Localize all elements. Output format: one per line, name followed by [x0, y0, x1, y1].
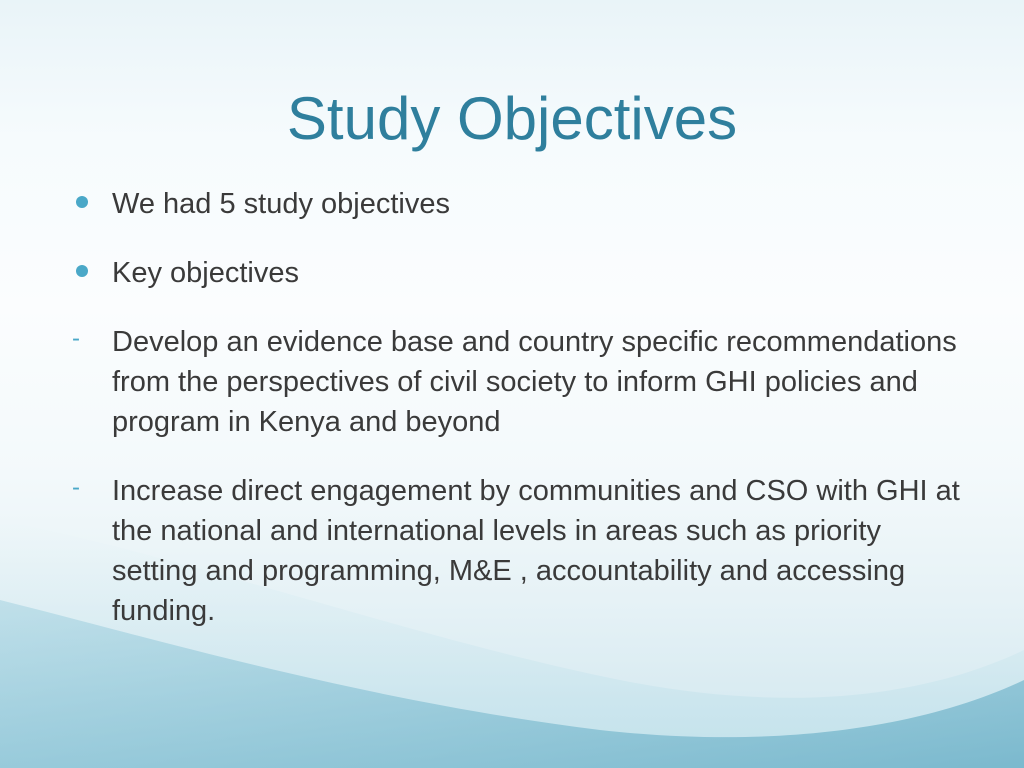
dash-icon: - — [72, 325, 80, 352]
objectives-list — [72, 184, 972, 660]
list-item-text: Increase direct engagement by communities and CSO with GHI at the national and international levels in areas such as priority setting and programming, M&E , accountability and accessing funding. — [112, 475, 960, 627]
slide-title: Study Objectives — [286, 85, 738, 152]
bullet-icon — [76, 265, 88, 277]
list-item — [72, 184, 972, 224]
list-item — [72, 471, 972, 631]
list-item — [72, 253, 972, 293]
list-item-text: Key objectives — [112, 257, 299, 289]
dash-icon: - — [72, 474, 80, 501]
list-item — [72, 322, 972, 442]
list-item-text: Develop an evidence base and country specific recommendations from the perspectives of civil society to inform GHI policies and program in Kenya and beyond — [112, 326, 957, 438]
list-item-text: We had 5 study objectives — [112, 188, 450, 220]
bullet-icon — [76, 196, 88, 208]
